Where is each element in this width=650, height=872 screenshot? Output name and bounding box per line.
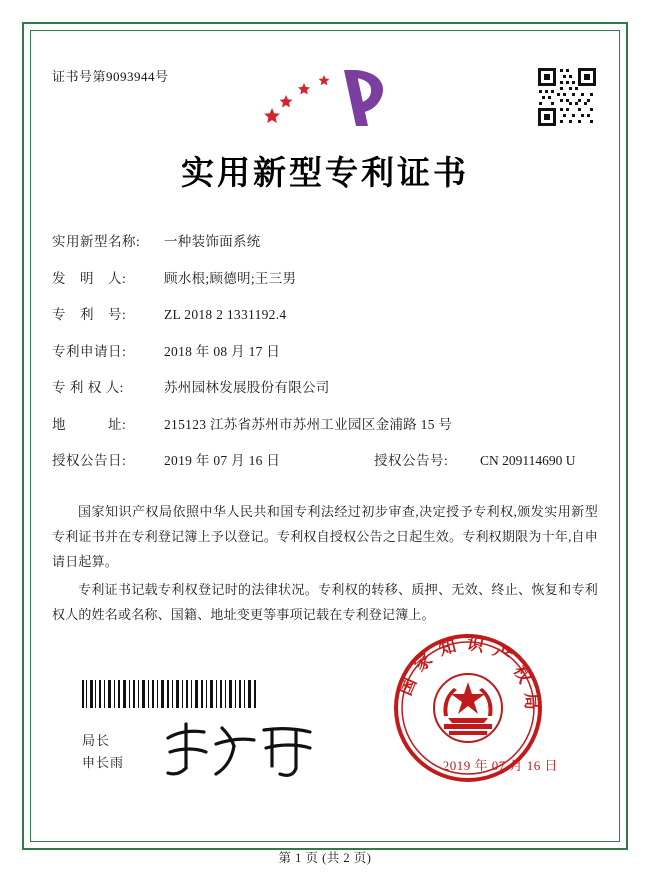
field-value-patent-number: ZL 2018 2 1331192.4 xyxy=(164,307,287,323)
page-title: 实用新型专利证书 xyxy=(181,153,469,192)
field-value-application-date: 2018 年 08 月 17 日 xyxy=(164,343,281,359)
field-row-name xyxy=(52,234,598,250)
svg-text:国家知识产权局: 国家知识产权局 xyxy=(395,633,542,720)
certificate-fields xyxy=(52,234,598,469)
cnipa-logo-icon xyxy=(260,64,390,134)
qr-code-icon xyxy=(536,66,598,128)
seal-date: 2019 年 07 月 16 日 xyxy=(442,758,558,773)
certificate-body-text xyxy=(52,499,598,628)
field-value-name: 一种装饰面系统 xyxy=(164,234,261,249)
field-row-application-date xyxy=(52,344,598,360)
field-row-grant xyxy=(52,453,598,469)
field-row-patentee xyxy=(52,380,598,396)
field-label-grant-number: 授权公告号: xyxy=(374,453,449,469)
field-value-grant-number: CN 209114690 U xyxy=(480,453,576,469)
field-row-address xyxy=(52,417,598,433)
director-name: 申长雨 xyxy=(82,754,125,770)
handwritten-signature-icon xyxy=(160,718,320,780)
field-label-grant-date: 授权公告日: xyxy=(52,453,127,469)
field-row-inventor xyxy=(52,271,598,287)
field-label-patent-number: 专 利 号: xyxy=(52,307,127,323)
field-value-inventor: 顾水根;顾德明;王三男 xyxy=(164,270,297,286)
director-signature-block xyxy=(82,730,124,774)
body-paragraph-1: 国家知识产权局依照中华人民共和国专利法经过初步审查,决定授予专利权,颁发实用新型专利证书并在专利登记簿上予以登记。专利权自授权公告之日起生效。专利权期限为十年,自申请日起算。 xyxy=(52,503,598,570)
director-label: 局长 xyxy=(82,732,111,748)
field-value-patentee: 苏州园林发展股份有限公司 xyxy=(164,380,330,396)
field-value-grant-date: 2019 年 07 月 16 日 xyxy=(164,453,281,469)
certificate-content xyxy=(52,48,598,832)
page-footer: 第 1 页 (共 2 页) xyxy=(278,851,372,865)
barcode-icon xyxy=(82,680,257,708)
field-label-name: 实用新型名称: xyxy=(52,234,141,249)
field-label-patentee: 专 利 权 人: xyxy=(52,380,124,396)
field-label-address: 地 址: xyxy=(52,416,127,432)
field-label-application-date: 专利申请日: xyxy=(52,343,127,359)
field-label-inventor: 发 明 人: xyxy=(52,270,127,286)
certificate-number: 证书号第9093944号 xyxy=(52,69,169,84)
field-row-patent-number xyxy=(52,307,598,323)
field-value-address: 215123 江苏省苏州市苏州工业园区金浦路 15 号 xyxy=(164,416,453,432)
body-paragraph-2: 专利证书记载专利权登记时的法律状况。专利权的转移、质押、无效、终止、恢复和专利权人的姓名或名称、国籍、地址变更等事项记载在专利登记簿上。 xyxy=(52,581,598,622)
